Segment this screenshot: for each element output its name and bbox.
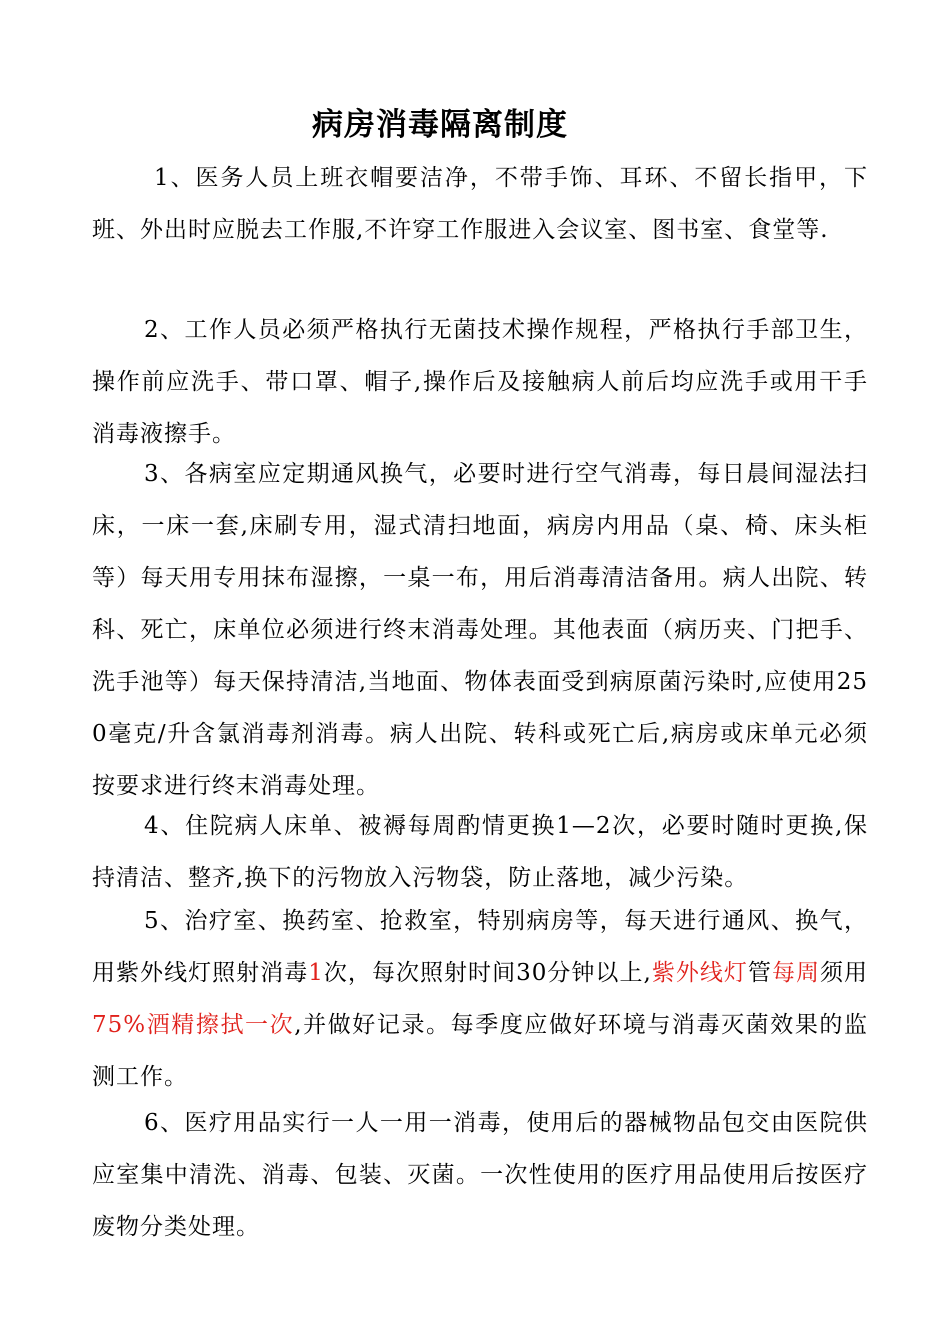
paragraph-4: 4、住院病人床单、被褥每周酌情更换1—2次，必要时随时更换,保持清洁、整齐,换下的污物放入污物袋，防止落地，减少污染。 <box>92 813 868 891</box>
paragraph-3: 3、各病室应定期通风换气，必要时进行空气消毒，每日晨间湿法扫床，一床一套,床刷专用，湿式清扫地面，病房内用品（桌、椅、床头柜等）每天用专用抹布湿擦，一桌一布，用后消毒清洁备用。病人出院、转科、死亡，床单位必须进行终末消毒处理。其他表面（病历夹、门把手、洗手池等）每天保持清洁,当地面、物体表面受到病原菌污染时,应使用250毫克/升含氯消毒剂消毒。病人出院、转科或死亡后,病房或床单元必须按要求进行终末消毒处理。 <box>92 461 868 799</box>
paragraph-5-segment: ,并做好记录。每季度应做好环境与消毒灭菌效果的监测工作。 <box>92 1012 869 1090</box>
paragraph-5-highlight: 1 <box>308 960 324 986</box>
paragraph-5 <box>92 895 868 1103</box>
paragraph-5-highlight: 每周 <box>771 960 821 986</box>
paragraph-5-highlight: 紫外线灯 <box>651 960 748 986</box>
paragraph-5-segment: 须用 <box>820 960 869 986</box>
document-title: 病房消毒隔离制度 <box>312 107 568 143</box>
paragraph-5-segment: 5、治疗室、换药室、抢救室，特别病房等，每天进行通风、换气，用紫外线灯照射消毒 <box>92 908 868 986</box>
paragraph-6: 6、医疗用品实行一人一用一消毒，使用后的器械物品包交由医院供应室集中清洗、消毒、包装、灭菌。一次性使用的医疗用品使用后按医疗废物分类处理。 <box>92 1110 868 1240</box>
paragraph-2: 2、工作人员必须严格执行无菌技术操作规程，严格执行手部卫生，操作前应洗手、带口罩、帽子,操作后及接触病人前后均应洗手或用干手消毒液擦手。 <box>92 317 868 447</box>
paragraph-5-segment: 次，每次照射时间30分钟以上, <box>323 960 652 986</box>
paragraph-1: 1、医务人员上班衣帽要洁净，不带手饰、耳环、不留长指甲，下班、外出时应脱去工作服,不许穿工作服进入会议室、图书室、食堂等. <box>92 165 868 243</box>
paragraph-5-highlight: 75%酒精擦拭一次 <box>92 1012 295 1038</box>
paragraph-5-segment: 管 <box>747 960 772 986</box>
